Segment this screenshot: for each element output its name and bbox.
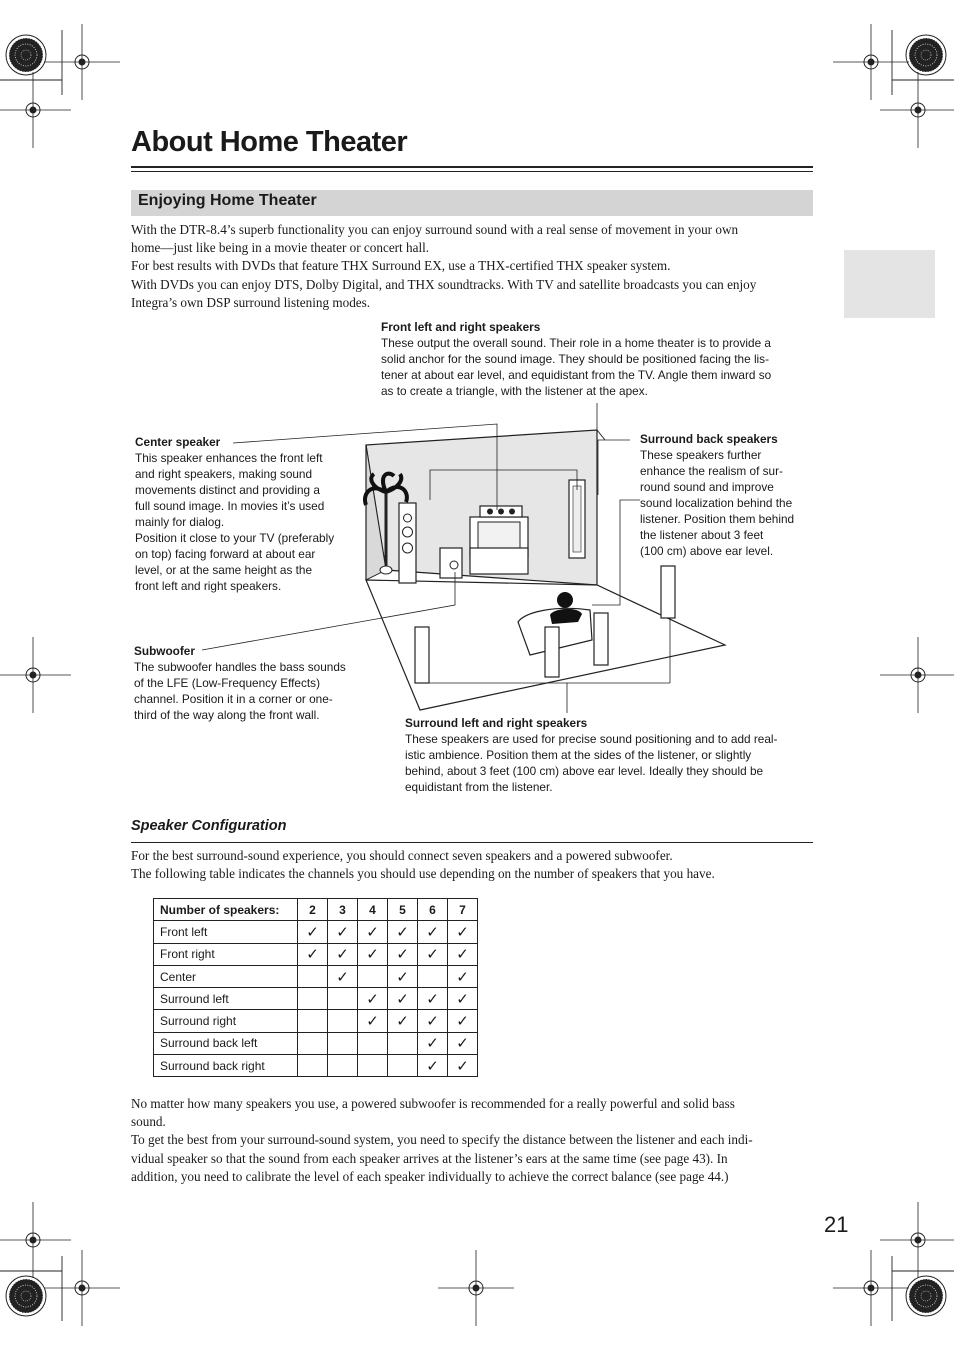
text-line: These output the overall sound. Their role in a home theater is to provide a [381, 336, 771, 350]
table-header-count: 4 [358, 899, 388, 921]
table-cell [448, 1032, 478, 1054]
table-cell [358, 943, 388, 965]
check-mark-icon: ✓ [366, 922, 379, 941]
table-cell [418, 921, 448, 943]
config-intro [131, 847, 715, 883]
surround-right-speaker-icon [594, 613, 608, 665]
table-cell [328, 1010, 358, 1032]
page-number: 21 [824, 1212, 849, 1237]
surround-speakers-heading: Surround left and right speakers [405, 716, 588, 730]
subheading-rule [131, 842, 813, 843]
check-mark-icon: ✓ [366, 989, 379, 1008]
text-line: For the best surround-sound experience, you should connect seven speakers and a powered subwoofer. [131, 848, 673, 863]
text-line: With the DTR-8.4’s superb functionality you can enjoy surround sound with a real sense of movement in your own [131, 222, 739, 237]
text-line: third of the way along the front wall. [134, 708, 320, 722]
table-cell [418, 965, 448, 987]
table-row [154, 921, 478, 943]
table-cell [388, 965, 418, 987]
table-row [154, 988, 478, 1010]
table-row-label: Surround right [154, 1010, 298, 1032]
table-row [154, 943, 478, 965]
text-line: The subwoofer handles the bass sounds [134, 660, 346, 674]
text-line: sound. [131, 1114, 166, 1130]
text-line: To get the best from your surround-sound system, you need to specify the distance between the listener and each indi- [131, 1132, 753, 1148]
table-cell [298, 921, 328, 943]
check-mark-icon: ✓ [456, 1012, 469, 1031]
table-cell [388, 1055, 418, 1077]
text-line: For best results with DVDs that feature THX Surround EX, use a THX-certified THX speaker system. [131, 258, 671, 274]
table-body [154, 899, 478, 1077]
table-header-count: 7 [448, 899, 478, 921]
text-line: behind, about 3 feet (100 cm) above ear level. Ideally they should be [405, 764, 764, 778]
text-line: These speakers are used for precise sound positioning and to add real- [405, 732, 778, 746]
table-cell [418, 943, 448, 965]
text-line: as to create a triangle, with the listener at the apex. [381, 384, 648, 398]
config-outro [131, 1095, 753, 1186]
table-cell [448, 1055, 478, 1077]
text-line: on top) facing forward at about ear [135, 547, 316, 561]
center-speaker-icon [480, 506, 522, 517]
text-line: level, or at the same height as the [135, 563, 313, 577]
table-cell [358, 1010, 388, 1032]
front-left-speaker-icon [399, 503, 416, 583]
table-cell [388, 1032, 418, 1054]
text-line: Integra’s own DSP surround listening modes. [131, 294, 371, 310]
check-mark-icon: ✓ [396, 967, 409, 986]
check-mark-icon: ✓ [426, 945, 439, 964]
check-mark-icon: ✓ [366, 945, 379, 964]
front-speakers-heading: Front left and right speakers [381, 320, 541, 334]
table-header-count: 6 [418, 899, 448, 921]
check-mark-icon: ✓ [396, 1012, 409, 1031]
table-cell [418, 1032, 448, 1054]
check-mark-icon: ✓ [456, 1056, 469, 1075]
table-header-label: Number of speakers: [154, 899, 298, 921]
check-mark-icon: ✓ [396, 989, 409, 1008]
check-mark-icon: ✓ [426, 922, 439, 941]
text-line: sound localization behind the [640, 496, 793, 510]
table-row-label: Front right [154, 943, 298, 965]
section-heading: Enjoying Home Theater [138, 192, 317, 209]
text-line: addition, you need to calibrate the level of each speaker individually to achieve the correct balance (see page 44.) [131, 1168, 729, 1184]
text-line: (100 cm) above ear level. [640, 544, 774, 558]
center-speaker-heading: Center speaker [135, 435, 221, 449]
table-cell [328, 965, 358, 987]
check-mark-icon: ✓ [456, 967, 469, 986]
text-line: No matter how many speakers you use, a powered subwoofer is recommended for a really powerful and solid bass [131, 1096, 735, 1111]
check-mark-icon: ✓ [456, 922, 469, 941]
table-cell [448, 943, 478, 965]
table-cell [298, 965, 328, 987]
table-cell [358, 988, 388, 1010]
table-cell [298, 1032, 328, 1054]
table-cell [448, 988, 478, 1010]
table-row [154, 1032, 478, 1054]
text-line: enhance the realism of sur- [640, 464, 783, 478]
table-row-label: Front left [154, 921, 298, 943]
text-line: This speaker enhances the front left [135, 451, 323, 465]
surround-speaker-icon [545, 627, 559, 677]
check-mark-icon: ✓ [456, 989, 469, 1008]
table-header-count: 2 [298, 899, 328, 921]
table-cell [298, 1055, 328, 1077]
text-line: and right speakers, making sound [135, 467, 313, 481]
check-mark-icon: ✓ [426, 1012, 439, 1031]
table-header-count: 3 [328, 899, 358, 921]
table-cell [298, 943, 328, 965]
speaker-channel-table [153, 898, 478, 1077]
text-line: istic ambience. Position them at the sides of the listener, or slightly [405, 748, 752, 762]
subwoofer-heading: Subwoofer [134, 644, 195, 658]
surround-left-speaker-icon [415, 627, 429, 683]
text-line: the listener about 3 feet [640, 528, 764, 542]
subwoofer-icon [440, 548, 462, 578]
table-cell [448, 1010, 478, 1032]
text-line: mainly for dialog. [135, 515, 225, 529]
check-mark-icon: ✓ [306, 945, 319, 964]
check-mark-icon: ✓ [396, 922, 409, 941]
check-mark-icon: ✓ [456, 1034, 469, 1053]
check-mark-icon: ✓ [426, 1056, 439, 1075]
text-line: With DVDs you can enjoy DTS, Dolby Digital, and THX soundtracks. With TV and satellite broadcasts you can enjoy [131, 276, 757, 292]
check-mark-icon: ✓ [426, 989, 439, 1008]
text-line: listener. Position them behind [640, 512, 795, 526]
text-line: The following table indicates the channels you should use depending on the number of speakers that you have. [131, 866, 715, 882]
table-row-label: Surround left [154, 988, 298, 1010]
text-line: movements distinct and providing a [135, 483, 320, 497]
table-row-label: Surround back left [154, 1032, 298, 1054]
check-mark-icon: ✓ [396, 945, 409, 964]
table-cell [328, 921, 358, 943]
front-right-speaker-icon [569, 480, 585, 558]
check-mark-icon: ✓ [336, 945, 349, 964]
text-line: front left and right speakers. [135, 579, 282, 593]
table-cell [328, 1032, 358, 1054]
text-line: Position it close to your TV (preferably [135, 531, 335, 545]
check-mark-icon: ✓ [336, 967, 349, 986]
text-line: equidistant from the listener. [405, 780, 553, 794]
table-header-count: 5 [388, 899, 418, 921]
table-cell [328, 988, 358, 1010]
text-line: round sound and improve [640, 480, 774, 494]
table-row-label: Surround back right [154, 1055, 298, 1077]
text-line: These speakers further [640, 448, 762, 462]
table-cell [358, 921, 388, 943]
check-mark-icon: ✓ [456, 945, 469, 964]
table-cell [328, 1055, 358, 1077]
table-row [154, 1055, 478, 1077]
table-cell [358, 1055, 388, 1077]
table-cell [328, 943, 358, 965]
table-cell [298, 1010, 328, 1032]
table-cell [448, 965, 478, 987]
check-mark-icon: ✓ [306, 922, 319, 941]
text-line: home—just like being in a movie theater or concert hall. [131, 240, 430, 256]
table-row [154, 965, 478, 987]
table-cell [298, 988, 328, 1010]
table-cell [418, 1010, 448, 1032]
tv-icon [470, 517, 528, 574]
speaker-configuration-heading: Speaker Configuration [131, 818, 287, 834]
table-cell [448, 921, 478, 943]
surround-back-speaker-icon [661, 566, 675, 618]
table-cell [358, 1032, 388, 1054]
text-line: tener at about ear level, and equidistant from the TV. Angle them inward so [381, 368, 772, 382]
table-cell [358, 965, 388, 987]
table-cell [388, 988, 418, 1010]
table-cell [418, 988, 448, 1010]
text-line: of the LFE (Low-Frequency Effects) [134, 676, 320, 690]
table-cell [388, 1010, 418, 1032]
table-row-label: Center [154, 965, 298, 987]
table-cell [388, 921, 418, 943]
table-header-row [154, 899, 478, 921]
check-mark-icon: ✓ [336, 922, 349, 941]
table-row [154, 1010, 478, 1032]
text-line: solid anchor for the sound image. They should be positioned facing the lis- [381, 352, 770, 366]
text-line: channel. Position it in a corner or one- [134, 692, 333, 706]
text-line: vidual speaker so that the sound from each speaker arrives at the listener’s ears at the same time (see page 43). In [131, 1150, 728, 1166]
check-mark-icon: ✓ [366, 1012, 379, 1031]
check-mark-icon: ✓ [426, 1034, 439, 1053]
table-cell [388, 943, 418, 965]
table-cell [418, 1055, 448, 1077]
surround-back-heading: Surround back speakers [640, 432, 778, 446]
text-line: full sound image. In movies it’s used [135, 499, 325, 513]
page-title: About Home Theater [131, 126, 408, 158]
